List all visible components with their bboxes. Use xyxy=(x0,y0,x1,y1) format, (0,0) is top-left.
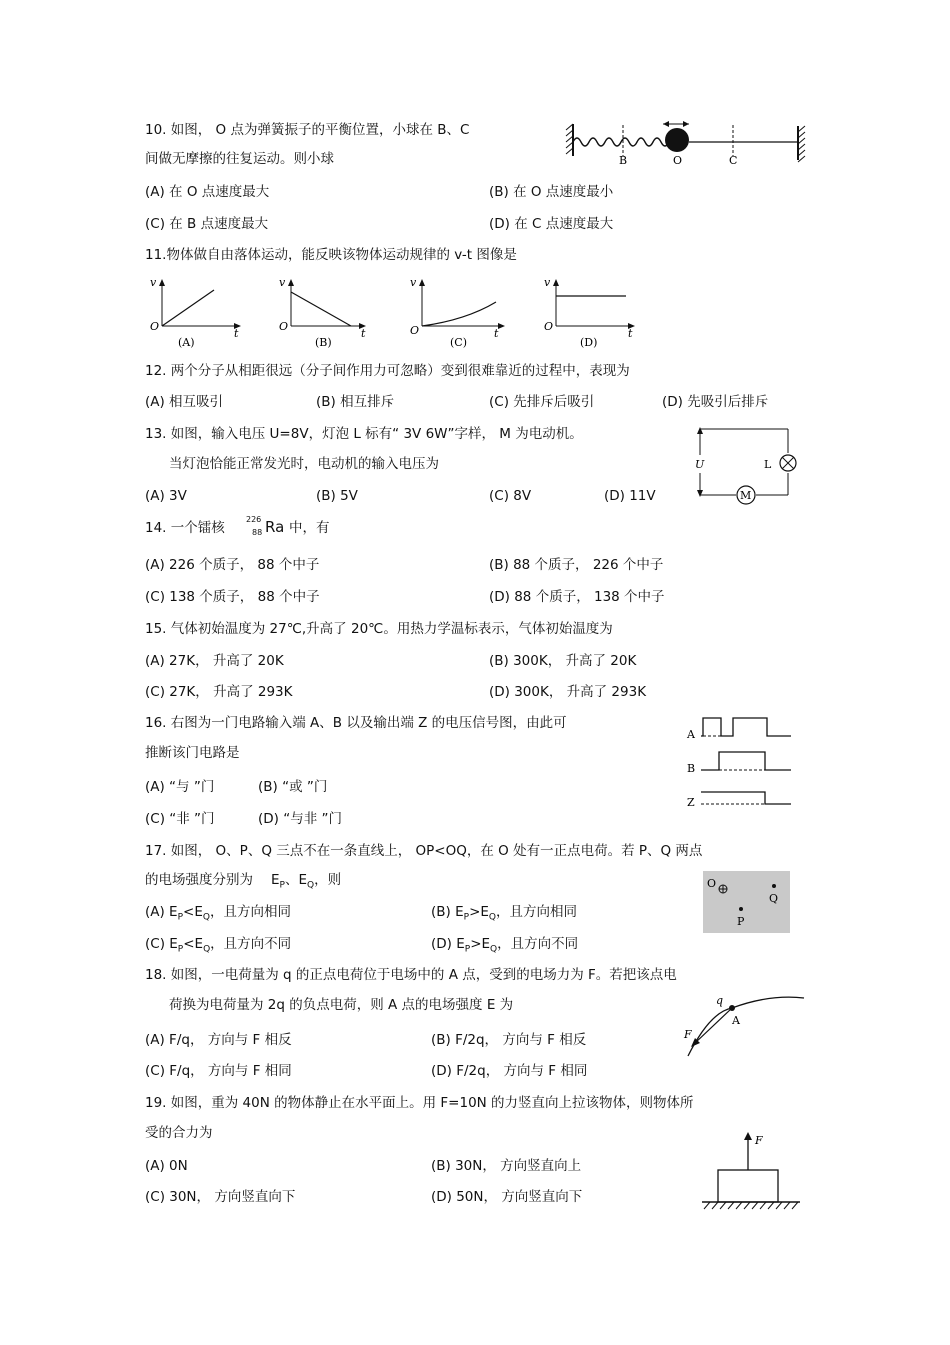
q19-option-a: (A) 0N xyxy=(145,1158,188,1174)
vt-graph-b xyxy=(275,276,375,348)
graph-a-label: (A) xyxy=(178,336,195,349)
signal-z-label: Z xyxy=(687,796,695,809)
point-p-label: P xyxy=(737,915,745,928)
q13-option-a: (A) 3V xyxy=(145,488,187,504)
q15-option-a: (A) 27K， 升高了 20K xyxy=(145,653,284,669)
label-B: B xyxy=(619,154,628,167)
q10-option-b: (B) 在 O 点速度最小 xyxy=(489,184,614,200)
q14-stem-end: 中，有 xyxy=(289,520,330,536)
origin-label: O xyxy=(410,324,420,337)
q10-stem-line2: 间做无摩擦的往复运动。则小球 xyxy=(145,151,334,167)
q12-option-a: (A) 相互吸引 xyxy=(145,394,224,410)
q19-stem-line1: 19. 如图，重为 40N 的物体静止在水平面上。用 F=10N 的力竖直向上拉该物体，则物体所 xyxy=(145,1095,694,1111)
signal-a-label: A xyxy=(687,728,695,741)
q13-stem-line1: 13. 如图，输入电压 U=8V，灯泡 L 标有“ 3V 6W”字样， M 为电动机。 xyxy=(145,426,583,442)
point-q-label: Q xyxy=(769,892,779,905)
graph-d-label: (D) xyxy=(580,336,598,349)
q18-option-b: (B) F/2q， 方向与 F 相反 xyxy=(431,1032,587,1048)
element-symbol: Ra xyxy=(265,518,285,536)
atomic-number: 88 xyxy=(252,528,263,537)
q16-option-d: (D) “与非 ”门 xyxy=(258,811,342,827)
q15-option-b: (B) 300K， 升高了 20K xyxy=(489,653,637,669)
q14-stem-start: 14. 一个镭核 xyxy=(145,520,225,536)
force-label: F xyxy=(755,1134,763,1147)
charge-q-label: q xyxy=(716,994,724,1007)
axis-v-label: v xyxy=(410,276,417,289)
motor-label: M xyxy=(740,489,752,502)
gate-signal-figure xyxy=(685,712,800,812)
q19-option-c: (C) 30N， 方向竖直向下 xyxy=(145,1189,296,1205)
q17-option-b: (B) $E_P>E_Q$，且方向相同 xyxy=(431,904,577,923)
q17-stem-line2: 的电场强度分别为 $E_P$、$E_Q$，则 xyxy=(145,872,342,891)
q10-option-a: (A) 在 O 点速度最大 xyxy=(145,184,270,200)
q19-option-b: (B) 30N， 方向竖直向上 xyxy=(431,1158,582,1174)
q10-stem-line1: 10. 如图， O 点为弹簧振子的平衡位置，小球在 B、C xyxy=(145,122,470,138)
q12-option-c: (C) 先排斥后吸引 xyxy=(489,394,595,410)
origin-label: O xyxy=(279,320,289,333)
q18-stem-line1: 18. 如图，一电荷量为 q 的正点电荷位于电场中的 A 点，受到的电场力为 F。若把该点电 xyxy=(145,967,677,983)
q17-option-a: (A) $E_P<E_Q$，且方向相同 xyxy=(145,904,291,923)
axis-v-label: v xyxy=(279,276,286,289)
origin-label: O xyxy=(150,320,160,333)
q16-option-c: (C) “非 ”门 xyxy=(145,811,215,827)
q13-option-d: (D) 11V xyxy=(604,488,656,504)
q18-option-a: (A) F/q， 方向与 F 相反 xyxy=(145,1032,292,1048)
q17-option-d: (D) $E_P>E_Q$，且方向不同 xyxy=(431,936,579,955)
axis-t-label: t xyxy=(234,327,239,340)
q12-stem: 12. 两个分子从相距很远（分子间作用力可忽略）变到很难靠近的过程中，表现为 xyxy=(145,363,630,379)
q11-stem: 11.物体做自由落体运动，能反映该物体运动规律的 v-t 图像是 xyxy=(145,247,517,263)
q13-option-b: (B) 5V xyxy=(316,488,358,504)
voltage-label: U xyxy=(695,458,705,471)
block-force-figure xyxy=(700,1130,805,1212)
radium-nuclide xyxy=(244,514,290,542)
axis-t-label: t xyxy=(494,327,499,340)
graph-c-label: (C) xyxy=(450,336,467,349)
origin-label: O xyxy=(544,320,554,333)
q14-option-d: (D) 88 个质子， 138 个中子 xyxy=(489,589,665,605)
axis-v-label: v xyxy=(150,276,157,289)
q16-stem-line1: 16. 右图为一门电路输入端 A、B 以及输出端 Z 的电压信号图，由此可 xyxy=(145,715,567,731)
q18-stem-line2: 荷换为电荷量为 2q 的负点电荷，则 A 点的电场强度 E 为 xyxy=(169,997,514,1013)
vt-graph-a xyxy=(146,276,246,348)
lamp-label: L xyxy=(764,458,772,471)
q17-option-c: (C) $E_P<E_Q$，且方向不同 xyxy=(145,936,292,955)
mass-number: 226 xyxy=(246,515,262,524)
q15-option-c: (C) 27K， 升高了 293K xyxy=(145,684,293,700)
q14-option-c: (C) 138 个质子， 88 个中子 xyxy=(145,589,320,605)
charge-field-figure xyxy=(703,871,790,933)
q16-stem-line2: 推断该门电路是 xyxy=(145,745,240,761)
q17-stem-line1: 17. 如图， O、P、Q 三点不在一条直线上， OP<OQ，在 O 处有一正点电荷。若 P、Q 两点 xyxy=(145,843,703,859)
axis-t-label: t xyxy=(628,327,633,340)
q12-option-d: (D) 先吸引后排斥 xyxy=(662,394,769,410)
label-C: C xyxy=(729,154,738,167)
q10-option-c: (C) 在 B 点速度最大 xyxy=(145,216,269,232)
q19-option-d: (D) 50N， 方向竖直向下 xyxy=(431,1189,583,1205)
force-f-label: F xyxy=(684,1028,692,1041)
q13-option-c: (C) 8V xyxy=(489,488,532,504)
q13-stem-line2: 当灯泡恰能正常发光时，电动机的输入电压为 xyxy=(169,456,439,472)
q16-option-b: (B) “或 ”门 xyxy=(258,779,328,795)
q15-option-d: (D) 300K， 升高了 293K xyxy=(489,684,647,700)
q15-stem: 15. 气体初始温度为 27℃,升高了 20℃。用热力学温标表示，气体初始温度为 xyxy=(145,621,613,637)
field-line-figure xyxy=(680,990,810,1060)
axis-v-label: v xyxy=(544,276,551,289)
vt-graph-d xyxy=(540,276,640,348)
q16-option-a: (A) “与 ”门 xyxy=(145,779,215,795)
axis-t-label: t xyxy=(361,327,366,340)
q14-option-a: (A) 226 个质子， 88 个中子 xyxy=(145,557,320,573)
q10-option-d: (D) 在 C 点速度最大 xyxy=(489,216,614,232)
graph-b-label: (B) xyxy=(315,336,332,349)
q19-stem-line2: 受的合力为 xyxy=(145,1125,213,1141)
point-o-label: O xyxy=(707,877,717,890)
vt-graph-c xyxy=(406,276,511,348)
circuit-figure xyxy=(690,425,800,507)
label-O: O xyxy=(673,154,683,167)
q12-option-b: (B) 相互排斥 xyxy=(316,394,395,410)
signal-b-label: B xyxy=(687,762,696,775)
q18-option-c: (C) F/q， 方向与 F 相同 xyxy=(145,1063,292,1079)
point-a-label: A xyxy=(732,1014,740,1027)
spring-oscillator-figure xyxy=(565,120,810,170)
q14-option-b: (B) 88 个质子， 226 个中子 xyxy=(489,557,664,573)
q18-option-d: (D) F/2q， 方向与 F 相同 xyxy=(431,1063,588,1079)
